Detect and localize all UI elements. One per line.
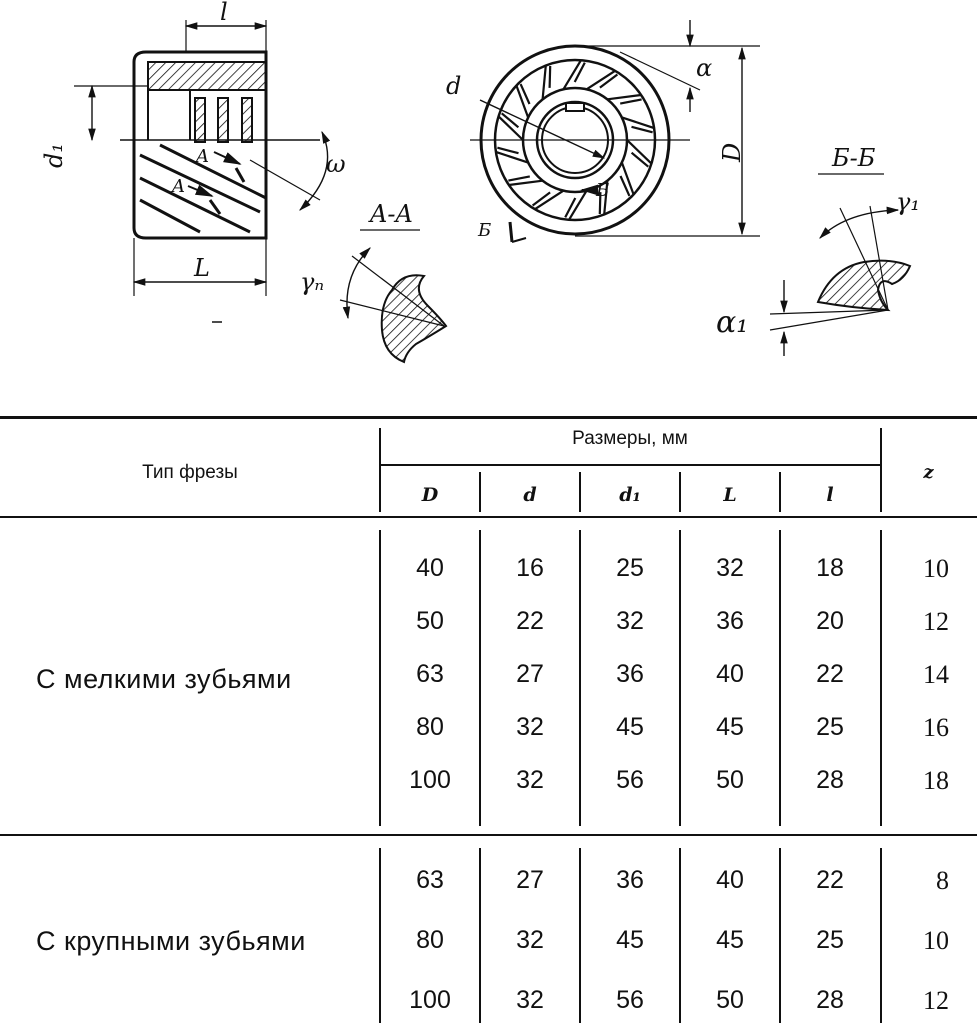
cutter-tooth <box>627 140 651 167</box>
header-dimensions-group: Размеры, мм <box>572 428 688 449</box>
section-mark-a-lower: A <box>172 176 185 197</box>
dim-d1-label: d₁ <box>40 143 68 168</box>
header-col-D: D <box>421 484 439 506</box>
cell-l: 28 <box>816 986 844 1014</box>
header-type: Тип фрезы <box>142 462 238 483</box>
front-view <box>446 20 760 242</box>
cell-d: 32 <box>516 986 544 1014</box>
cell-D: 100 <box>409 986 451 1014</box>
cell-L: 32 <box>716 554 744 582</box>
cell-d: 27 <box>516 660 544 688</box>
section-mark-a-upper: A <box>196 146 209 167</box>
dim-d-label: d <box>446 72 462 100</box>
cell-z: 10 <box>923 926 949 955</box>
group-separator-rule <box>0 834 977 836</box>
cell-d1: 56 <box>616 766 644 794</box>
cell-D: 100 <box>409 766 451 794</box>
cell-D: 63 <box>416 660 444 688</box>
cutter-tooth <box>516 84 529 117</box>
cell-l: 18 <box>816 554 844 582</box>
cell-d1: 25 <box>616 554 644 582</box>
cutter-drawings <box>0 0 977 400</box>
cell-z: 12 <box>923 607 949 636</box>
cell-z: 8 <box>936 866 949 895</box>
section-mark-b-left: Б <box>478 220 492 241</box>
cell-L: 40 <box>716 660 744 688</box>
cell-z: 12 <box>923 986 949 1015</box>
section-aa-title: A-A <box>370 200 413 228</box>
header-col-d: d <box>523 484 537 506</box>
dim-l-label: l <box>220 0 228 26</box>
cutter-tooth <box>563 60 584 89</box>
cell-D: 80 <box>416 926 444 954</box>
dim-L-label: L <box>194 254 210 282</box>
cell-d1: 45 <box>616 713 644 741</box>
header-col-l: l <box>826 484 834 506</box>
section-mark-b-right: Б <box>596 180 610 201</box>
dim-D-label: D <box>718 142 746 162</box>
cutter-tooth <box>499 113 523 140</box>
cell-L: 36 <box>716 607 744 635</box>
cell-d1: 56 <box>616 986 644 1014</box>
rake-angle-gamma-1-label: γ₁ <box>896 188 920 216</box>
cell-d: 22 <box>516 607 544 635</box>
cell-l: 22 <box>816 866 844 894</box>
cell-l: 22 <box>816 660 844 688</box>
cell-D: 80 <box>416 713 444 741</box>
cell-l: 20 <box>816 607 844 635</box>
cell-d: 32 <box>516 766 544 794</box>
cell-z: 10 <box>923 554 949 583</box>
cell-L: 45 <box>716 926 744 954</box>
rake-angle-gamma-n-label: γₙ <box>300 268 325 296</box>
group-label-fine-teeth: С мелкими зубьями <box>36 664 292 694</box>
section-aa <box>300 200 446 362</box>
side-view <box>40 0 346 296</box>
cell-d: 16 <box>516 554 544 582</box>
cell-d1: 36 <box>616 660 644 688</box>
header-bottom-rule <box>0 516 977 518</box>
cell-l: 28 <box>816 766 844 794</box>
header-group-rule <box>381 464 880 466</box>
header-col-z: z <box>923 462 934 483</box>
cell-D: 50 <box>416 607 444 635</box>
relief-angle-alpha-label: α <box>696 54 713 82</box>
header-col-L: L <box>723 484 737 506</box>
cell-z: 18 <box>923 766 949 795</box>
cell-D: 40 <box>416 554 444 582</box>
cell-d: 27 <box>516 866 544 894</box>
cell-d1: 32 <box>616 607 644 635</box>
cell-L: 50 <box>716 986 744 1014</box>
cell-z: 14 <box>923 660 949 689</box>
header-col-d1: d₁ <box>619 484 641 506</box>
cutter-tooth <box>621 163 634 196</box>
section-bb <box>716 144 920 356</box>
cutter-tooth <box>565 191 586 220</box>
cell-d1: 36 <box>616 866 644 894</box>
cell-z: 16 <box>923 713 949 742</box>
cell-d: 32 <box>516 713 544 741</box>
table-top-rule <box>0 416 977 419</box>
cell-L: 40 <box>716 866 744 894</box>
helix-angle-omega-label: ω <box>326 150 346 178</box>
cell-l: 25 <box>816 926 844 954</box>
cell-l: 25 <box>816 713 844 741</box>
cutter-tooth <box>533 191 564 210</box>
section-bb-title: Б-Б <box>832 144 876 172</box>
cell-D: 63 <box>416 866 444 894</box>
cell-L: 45 <box>716 713 744 741</box>
cell-L: 50 <box>716 766 744 794</box>
cell-d1: 45 <box>616 926 644 954</box>
cutter-tooth <box>587 71 618 90</box>
relief-angle-alpha-1-label: α₁ <box>716 305 749 340</box>
cell-d: 32 <box>516 926 544 954</box>
group-label-coarse-teeth: С крупными зубьями <box>36 926 306 956</box>
